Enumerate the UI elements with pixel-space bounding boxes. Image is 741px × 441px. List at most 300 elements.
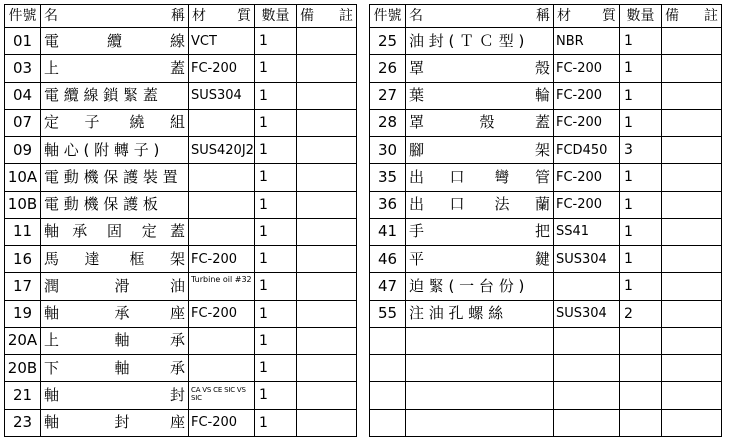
table-row bbox=[370, 28, 722, 55]
cell-part-name bbox=[406, 137, 554, 164]
cell-remark bbox=[662, 355, 722, 382]
quantity-text bbox=[620, 382, 661, 408]
material-text: FC-200 bbox=[556, 197, 603, 213]
table-row bbox=[5, 55, 357, 82]
column-header-no-label: 件號 bbox=[373, 8, 402, 25]
table-row bbox=[5, 273, 357, 300]
quantity-text: 1 bbox=[624, 60, 633, 77]
part-name-left: 馬 bbox=[44, 249, 60, 268]
cell-material bbox=[189, 164, 255, 191]
cell-material bbox=[554, 218, 620, 245]
part-name-right: 油 bbox=[169, 276, 185, 295]
cell-part-number bbox=[370, 409, 406, 436]
cell-part-name bbox=[41, 409, 189, 436]
cell-part-number bbox=[5, 28, 41, 55]
remark-text bbox=[297, 137, 356, 163]
material-text bbox=[189, 164, 254, 190]
column-header-material-label: 材 bbox=[192, 8, 206, 25]
quantity-text: 1 bbox=[259, 332, 268, 349]
cell-material bbox=[189, 82, 255, 109]
cell-material bbox=[554, 191, 620, 218]
cell-quantity bbox=[620, 273, 662, 300]
column-header-remark-label2: 註 bbox=[339, 8, 353, 25]
table-row bbox=[370, 55, 722, 82]
parts-table-left-body bbox=[5, 5, 357, 437]
remark-text bbox=[297, 219, 356, 245]
cell-remark bbox=[297, 28, 357, 55]
remark-text bbox=[297, 83, 356, 109]
table-row bbox=[370, 382, 722, 409]
part-number-text: 04 bbox=[12, 86, 33, 105]
material-text: FC-200 bbox=[556, 88, 603, 104]
remark-text bbox=[297, 355, 356, 381]
material-text: FC-200 bbox=[191, 60, 238, 76]
cell-remark bbox=[662, 28, 722, 55]
table-row bbox=[5, 164, 357, 191]
part-name-left: 潤 bbox=[44, 276, 60, 295]
quantity-text: 1 bbox=[259, 196, 268, 213]
material-text bbox=[189, 328, 254, 354]
table-row bbox=[5, 327, 357, 354]
remark-text bbox=[662, 273, 721, 299]
part-name-mid: 承 固 定 bbox=[72, 222, 157, 241]
material-text: FCD450 bbox=[556, 142, 608, 158]
part-number-text: 21 bbox=[12, 385, 33, 404]
table-row bbox=[5, 82, 357, 109]
cell-material bbox=[554, 109, 620, 136]
cell-material bbox=[189, 28, 255, 55]
part-number-text: 20B bbox=[7, 358, 38, 377]
table-row bbox=[5, 246, 357, 273]
remark-text bbox=[662, 301, 721, 327]
table-row bbox=[370, 327, 722, 354]
cell-material bbox=[189, 109, 255, 136]
cell-part-number bbox=[370, 82, 406, 109]
material-text: NBR bbox=[556, 33, 584, 49]
parts-table-right bbox=[369, 4, 722, 437]
quantity-text: 1 bbox=[259, 169, 268, 186]
part-number-text: 23 bbox=[12, 413, 33, 432]
cell-quantity bbox=[620, 191, 662, 218]
part-name-right: 蘭 bbox=[534, 195, 550, 214]
cell-quantity bbox=[620, 300, 662, 327]
part-number-text: 36 bbox=[377, 195, 398, 214]
part-number-text: 03 bbox=[12, 58, 33, 77]
part-name-left: 軸 bbox=[44, 413, 60, 432]
cell-part-name bbox=[406, 355, 554, 382]
cell-part-name bbox=[406, 300, 554, 327]
part-number-text: 28 bbox=[377, 113, 398, 132]
part-number-text: 11 bbox=[12, 222, 33, 241]
cell-part-name bbox=[406, 55, 554, 82]
remark-text bbox=[297, 410, 356, 436]
cell-part-number bbox=[370, 164, 406, 191]
cell-part-number bbox=[370, 273, 406, 300]
cell-remark bbox=[662, 164, 722, 191]
quantity-text: 1 bbox=[259, 305, 268, 322]
part-name-right: 承 bbox=[169, 331, 185, 350]
cell-part-number bbox=[5, 55, 41, 82]
material-text: Turbine oil #32 bbox=[191, 275, 252, 285]
table-row bbox=[5, 137, 357, 164]
column-header-remark bbox=[297, 5, 357, 28]
column-header-remark bbox=[662, 5, 722, 28]
cell-part-number bbox=[370, 327, 406, 354]
part-name-left: 罩 bbox=[409, 113, 425, 132]
column-header-qty-label: 數量 bbox=[261, 8, 290, 25]
cell-quantity bbox=[620, 327, 662, 354]
column-header-remark-label: 備 bbox=[300, 8, 314, 25]
cell-part-name bbox=[406, 109, 554, 136]
cell-part-name bbox=[406, 164, 554, 191]
remark-text bbox=[662, 110, 721, 136]
table-row bbox=[370, 246, 722, 273]
cell-part-number bbox=[5, 300, 41, 327]
part-number-text: 01 bbox=[12, 31, 33, 50]
cell-material bbox=[189, 382, 255, 409]
cell-material bbox=[189, 246, 255, 273]
part-name-mid: 殼 bbox=[464, 113, 495, 132]
cell-remark bbox=[297, 55, 357, 82]
material-text: FC-200 bbox=[556, 169, 603, 185]
part-number-text: 09 bbox=[12, 140, 33, 159]
cell-material bbox=[554, 327, 620, 354]
part-name-left: 迫 緊 ( 一 台 份 ) bbox=[409, 276, 525, 295]
remark-text bbox=[297, 192, 356, 218]
quantity-text: 1 bbox=[259, 278, 268, 295]
material-text: FC-200 bbox=[556, 60, 603, 76]
cell-part-name bbox=[41, 55, 189, 82]
cell-quantity bbox=[620, 382, 662, 409]
cell-part-name bbox=[41, 191, 189, 218]
part-name-mid: 軸 bbox=[99, 331, 130, 350]
part-name-mid: 口 法 bbox=[449, 195, 510, 214]
cell-quantity bbox=[255, 273, 297, 300]
part-number-text: 10A bbox=[7, 167, 38, 186]
material-text: SUS304 bbox=[191, 88, 242, 104]
remark-text bbox=[297, 301, 356, 327]
material-text bbox=[189, 110, 254, 136]
material-text bbox=[554, 410, 619, 436]
cell-remark bbox=[662, 191, 722, 218]
quantity-text: 2 bbox=[624, 305, 633, 322]
part-number-text: 55 bbox=[377, 304, 398, 323]
table-row bbox=[5, 409, 357, 436]
column-header-no bbox=[370, 5, 406, 28]
material-text: FC-200 bbox=[556, 115, 603, 131]
remark-text bbox=[662, 328, 721, 354]
quantity-text: 1 bbox=[624, 169, 633, 186]
part-name-left: 腳 bbox=[409, 140, 425, 159]
cell-part-number bbox=[370, 382, 406, 409]
cell-material bbox=[554, 55, 620, 82]
cell-part-name bbox=[406, 327, 554, 354]
part-number-text: 20A bbox=[7, 331, 38, 350]
cell-part-name bbox=[406, 82, 554, 109]
part-name-left: 注 油 孔 螺 絲 bbox=[409, 304, 504, 323]
cell-part-number bbox=[370, 191, 406, 218]
cell-material bbox=[189, 218, 255, 245]
cell-part-name bbox=[406, 246, 554, 273]
column-header-name-label2: 稱 bbox=[536, 8, 550, 25]
cell-part-number bbox=[5, 409, 41, 436]
column-header-name bbox=[406, 5, 554, 28]
cell-remark bbox=[297, 382, 357, 409]
cell-part-name bbox=[406, 273, 554, 300]
part-name-left: 出 bbox=[409, 167, 425, 186]
part-name-right: 線 bbox=[169, 31, 185, 50]
cell-quantity bbox=[255, 109, 297, 136]
cell-quantity bbox=[620, 137, 662, 164]
material-text: CA VS CE SIC VS SIC bbox=[191, 386, 246, 403]
part-name-left: 軸 bbox=[44, 304, 60, 323]
material-text bbox=[554, 382, 619, 408]
quantity-text: 3 bbox=[624, 142, 633, 159]
remark-text bbox=[662, 83, 721, 109]
quantity-text: 1 bbox=[259, 223, 268, 240]
part-number-text: 35 bbox=[377, 167, 398, 186]
part-name-left: 下 bbox=[44, 358, 60, 377]
cell-remark bbox=[662, 273, 722, 300]
part-name-left: 上 bbox=[44, 331, 60, 350]
table-header-row bbox=[370, 5, 722, 28]
cell-quantity bbox=[255, 191, 297, 218]
cell-remark bbox=[662, 300, 722, 327]
cell-remark bbox=[297, 409, 357, 436]
cell-material bbox=[189, 55, 255, 82]
part-name-mid: 口 彎 bbox=[449, 167, 510, 186]
column-header-qty bbox=[255, 5, 297, 28]
part-number-text bbox=[370, 355, 405, 381]
cell-part-number bbox=[5, 109, 41, 136]
quantity-text: 1 bbox=[624, 278, 633, 295]
material-text: SUS304 bbox=[556, 306, 607, 322]
table-row bbox=[5, 109, 357, 136]
quantity-text: 1 bbox=[259, 142, 268, 159]
part-number-text: 41 bbox=[377, 222, 398, 241]
cell-part-name bbox=[406, 382, 554, 409]
part-name-mid: 滑 bbox=[99, 276, 130, 295]
part-name-left: 平 bbox=[409, 249, 425, 268]
cell-material bbox=[189, 273, 255, 300]
cell-part-number bbox=[5, 355, 41, 382]
part-name-right: 蓋 bbox=[169, 222, 185, 241]
material-text: SUS420J2 bbox=[191, 142, 254, 158]
part-name-mid: 承 bbox=[99, 304, 130, 323]
part-name-left: 軸 心 ( 附 轉 子 ) bbox=[44, 140, 160, 159]
cell-remark bbox=[297, 246, 357, 273]
quantity-text: 1 bbox=[624, 196, 633, 213]
part-number-text: 16 bbox=[12, 249, 33, 268]
cell-remark bbox=[662, 218, 722, 245]
table-row bbox=[5, 382, 357, 409]
cell-part-name bbox=[41, 137, 189, 164]
remark-text bbox=[297, 164, 356, 190]
table-row bbox=[370, 273, 722, 300]
part-name-right: 蓋 bbox=[534, 113, 550, 132]
cell-part-number bbox=[370, 109, 406, 136]
cell-quantity bbox=[620, 355, 662, 382]
column-header-remark-label: 備 bbox=[665, 8, 679, 25]
table-row bbox=[370, 409, 722, 436]
table-header-row bbox=[5, 5, 357, 28]
table-row bbox=[370, 82, 722, 109]
cell-quantity bbox=[255, 355, 297, 382]
part-name-left: 電 纜 線 鎖 緊 蓋 bbox=[44, 86, 158, 105]
quantity-text: 1 bbox=[624, 251, 633, 268]
material-text bbox=[189, 219, 254, 245]
part-number-text: 17 bbox=[12, 276, 33, 295]
column-header-material-label: 材 bbox=[557, 8, 571, 25]
cell-quantity bbox=[620, 109, 662, 136]
part-name-right: 把 bbox=[534, 222, 550, 241]
cell-material bbox=[554, 82, 620, 109]
part-name-mid: 達 框 bbox=[84, 249, 145, 268]
column-header-remark-label2: 註 bbox=[704, 8, 718, 25]
cell-material bbox=[189, 327, 255, 354]
cell-part-number bbox=[370, 137, 406, 164]
column-header-material-label2: 質 bbox=[237, 8, 251, 25]
cell-remark bbox=[662, 82, 722, 109]
cell-part-number bbox=[370, 300, 406, 327]
cell-material bbox=[554, 355, 620, 382]
cell-quantity bbox=[255, 164, 297, 191]
cell-material bbox=[554, 28, 620, 55]
cell-part-number bbox=[5, 273, 41, 300]
cell-part-number bbox=[5, 137, 41, 164]
remark-text bbox=[297, 382, 356, 408]
cell-quantity bbox=[255, 137, 297, 164]
part-name-left: 油 封 ( Ｔ Ｃ 型 ) bbox=[409, 31, 525, 50]
cell-material bbox=[554, 273, 620, 300]
material-text: FC-200 bbox=[191, 415, 238, 431]
part-name-left: 軸 bbox=[44, 222, 60, 241]
cell-part-name bbox=[41, 82, 189, 109]
cell-material bbox=[189, 137, 255, 164]
remark-text bbox=[297, 55, 356, 81]
remark-text bbox=[662, 55, 721, 81]
part-name-right: 輪 bbox=[534, 86, 550, 105]
remark-text bbox=[662, 192, 721, 218]
remark-text bbox=[662, 410, 721, 436]
remark-text bbox=[297, 328, 356, 354]
material-text bbox=[189, 355, 254, 381]
parts-table-right-body bbox=[370, 5, 722, 437]
cell-part-name bbox=[406, 409, 554, 436]
remark-text bbox=[297, 273, 356, 299]
remark-text bbox=[662, 219, 721, 245]
cell-part-name bbox=[41, 327, 189, 354]
part-name-right: 殼 bbox=[534, 58, 550, 77]
part-number-text: 47 bbox=[377, 276, 398, 295]
part-name-mid: 封 bbox=[99, 413, 130, 432]
part-name-mid: 軸 bbox=[99, 358, 130, 377]
cell-quantity bbox=[620, 246, 662, 273]
cell-material bbox=[189, 300, 255, 327]
cell-quantity bbox=[255, 382, 297, 409]
part-name-left: 電 動 機 保 護 板 bbox=[44, 195, 158, 214]
column-header-material-label2: 質 bbox=[602, 8, 616, 25]
cell-quantity bbox=[620, 55, 662, 82]
cell-material bbox=[554, 137, 620, 164]
cell-remark bbox=[297, 191, 357, 218]
part-number-text bbox=[370, 410, 405, 436]
quantity-text: 1 bbox=[259, 360, 268, 377]
table-row bbox=[370, 137, 722, 164]
part-name-right: 蓋 bbox=[169, 58, 185, 77]
cell-material bbox=[554, 300, 620, 327]
cell-material bbox=[189, 409, 255, 436]
remark-text bbox=[297, 246, 356, 272]
cell-part-number bbox=[370, 55, 406, 82]
cell-quantity bbox=[255, 246, 297, 273]
cell-part-name bbox=[41, 218, 189, 245]
material-text bbox=[554, 355, 619, 381]
part-number-text: 07 bbox=[12, 113, 33, 132]
part-name-right: 組 bbox=[169, 113, 185, 132]
left-table-wrapper bbox=[4, 4, 357, 441]
cell-remark bbox=[297, 137, 357, 164]
cell-quantity bbox=[255, 28, 297, 55]
part-name-left: 上 bbox=[44, 58, 60, 77]
cell-remark bbox=[662, 327, 722, 354]
part-name-mid: 子 繞 bbox=[84, 113, 145, 132]
quantity-text: 1 bbox=[259, 387, 268, 404]
remark-text bbox=[297, 110, 356, 136]
quantity-text bbox=[620, 410, 661, 436]
cell-part-name bbox=[41, 109, 189, 136]
part-name-right: 架 bbox=[169, 249, 185, 268]
part-name-right: 承 bbox=[169, 358, 185, 377]
remark-text bbox=[662, 382, 721, 408]
cell-material bbox=[554, 409, 620, 436]
cell-quantity bbox=[620, 164, 662, 191]
column-header-name-label2: 稱 bbox=[171, 8, 185, 25]
column-header-qty-label: 數量 bbox=[626, 8, 655, 25]
cell-part-number bbox=[370, 218, 406, 245]
cell-part-number bbox=[5, 82, 41, 109]
part-name-left: 葉 bbox=[409, 86, 425, 105]
part-number-text: 26 bbox=[377, 58, 398, 77]
column-header-name-label: 名 bbox=[44, 8, 58, 25]
cell-material bbox=[554, 164, 620, 191]
quantity-text: 1 bbox=[259, 414, 268, 431]
remark-text bbox=[662, 246, 721, 272]
cell-quantity bbox=[620, 82, 662, 109]
part-name-left: 手 bbox=[409, 222, 425, 241]
table-row bbox=[5, 218, 357, 245]
cell-material bbox=[189, 191, 255, 218]
cell-part-number bbox=[370, 246, 406, 273]
quantity-text: 1 bbox=[259, 114, 268, 131]
cell-quantity bbox=[620, 28, 662, 55]
cell-part-number bbox=[5, 327, 41, 354]
cell-part-name bbox=[41, 164, 189, 191]
cell-remark bbox=[662, 55, 722, 82]
cell-remark bbox=[297, 273, 357, 300]
cell-remark bbox=[662, 109, 722, 136]
table-row bbox=[370, 109, 722, 136]
cell-quantity bbox=[620, 409, 662, 436]
part-number-text: 30 bbox=[377, 140, 398, 159]
material-text bbox=[554, 273, 619, 299]
remark-text bbox=[662, 355, 721, 381]
column-header-no bbox=[5, 5, 41, 28]
cell-part-name bbox=[41, 382, 189, 409]
cell-remark bbox=[297, 164, 357, 191]
cell-remark bbox=[297, 327, 357, 354]
part-name-left: 軸 bbox=[44, 385, 60, 404]
